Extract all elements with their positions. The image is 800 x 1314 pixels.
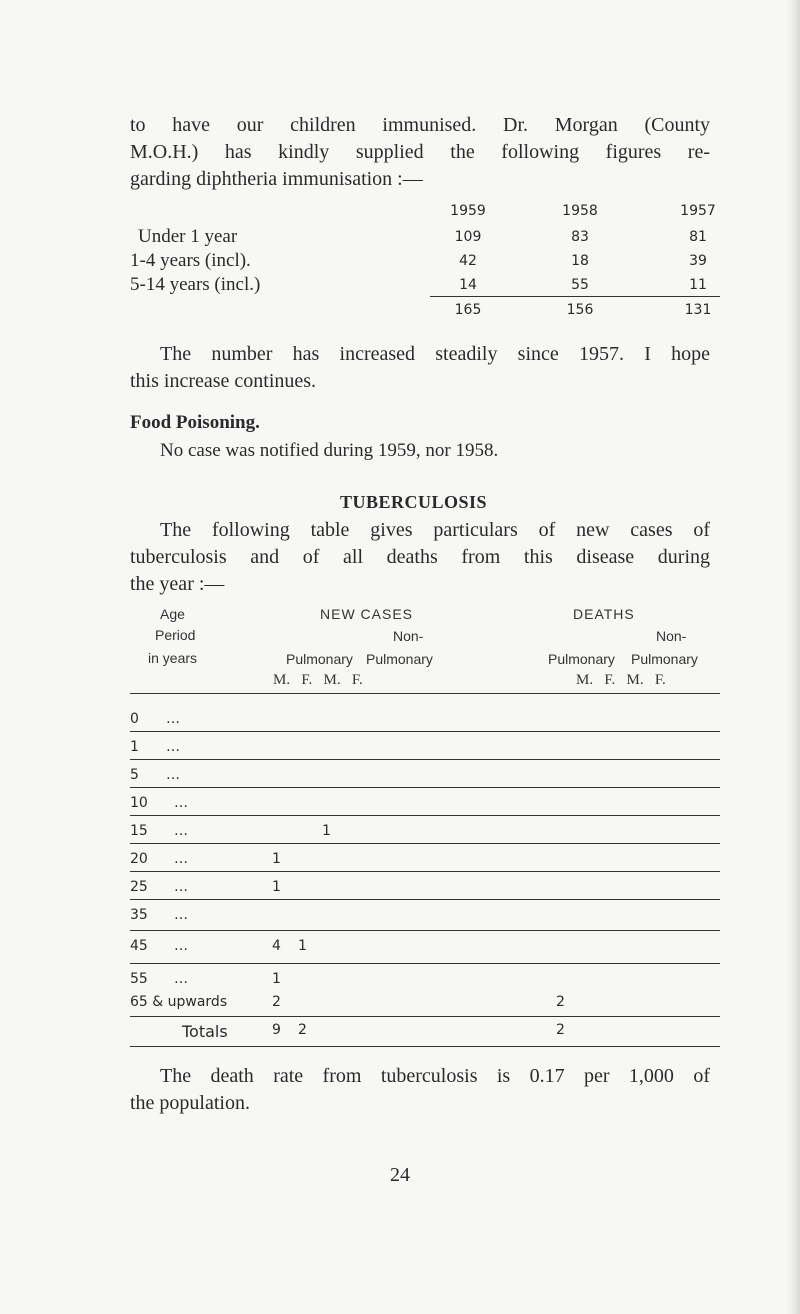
table-header-rule [130,693,720,694]
intro-line: M.O.H.) has kindly supplied the following figures re- [130,141,710,163]
age-period-cell: 5 [130,767,139,783]
age-group-label: 1-4 years (incl). [130,250,251,271]
new-cases-header: NEW CASES [320,606,414,622]
table-row-rule [130,871,720,872]
tuberculosis-intro [130,517,710,598]
pulmonary-header: Pulmonary [631,651,698,667]
page-edge-shadow [786,0,800,1314]
totals-label: Totals [182,1022,228,1041]
deaths-header: DEATHS [573,606,635,622]
leader-dots: … [174,971,189,987]
year-header: 1957 [680,203,716,219]
leader-dots: … [174,851,189,867]
pulmonary-header: Pulmonary [286,651,353,667]
age-header-line: Period [155,627,196,643]
age-period-cell: 15 [130,823,148,839]
immunisation-value: 42 [459,253,477,269]
immunisation-value: 11 [689,277,707,293]
remark-line: this increase continues. [130,370,317,392]
immunisation-value: 109 [454,229,482,245]
tuberculosis-intro-line: tuberculosis and of all deaths from this disease during [130,546,710,568]
tuberculosis-heading: TUBERCULOSIS [340,492,488,512]
table-row-rule [130,731,720,732]
table-row-rule [130,1016,720,1017]
leader-dots: … [174,907,189,923]
year-header: 1958 [562,203,598,219]
sex-header: M. F. M. F. [273,672,363,688]
sex-header: M. F. M. F. [576,672,666,688]
death-rate-line: The death rate from tuberculosis is 0.17 per 1,000 of [160,1065,710,1087]
totals-cell: 2 [556,1022,565,1038]
age-period-cell: 10 [130,795,148,811]
table-row-rule [130,899,720,900]
immunisation-value: 14 [459,277,477,293]
age-period-cell: 45 [130,938,148,954]
immunisation-total: 156 [566,302,594,318]
non-header: Non- [393,628,424,644]
food-poisoning-text: No case was notified during 1959, nor 1958. [160,440,499,461]
total-rule [430,296,720,297]
intro-line: garding diphtheria immunisation :— [130,168,423,190]
case-count-cell: 1 [322,823,331,839]
leader-dots: … [174,795,189,811]
case-count-cell: 2 [272,994,281,1010]
page-number: 24 [390,1164,410,1186]
case-count-cell: 1 [272,879,281,895]
case-count-cell: 1 [272,971,281,987]
case-count-cell: 1 [298,938,307,954]
age-period-cell: 35 [130,907,148,923]
totals-cell: 9 [272,1022,281,1038]
intro-line: to have our children immunised. Dr. Morgan (County [130,114,710,136]
immunisation-value: 81 [689,229,707,245]
totals-cell: 2 [298,1022,307,1038]
age-period-cell: 65 & upwards [130,994,228,1010]
table-row-rule [130,815,720,816]
case-count-cell: 1 [272,851,281,867]
age-period-cell: 1 [130,739,139,755]
leader-dots: … [166,711,181,727]
intro-paragraph [130,112,710,193]
immunisation-total: 165 [454,302,482,318]
remark-line: The number has increased steadily since 1957. I hope [160,343,710,365]
age-header-line: in years [148,650,198,666]
leader-dots: … [174,823,189,839]
immunisation-value: 18 [571,253,589,269]
table-bottom-rule [130,1046,720,1047]
tuberculosis-intro-line: the year :— [130,573,225,595]
leader-dots: … [174,879,189,895]
immunisation-value: 39 [689,253,707,269]
year-header: 1959 [450,203,486,219]
table-row-rule [130,843,720,844]
immunisation-value: 55 [571,277,589,293]
tuberculosis-intro-line: The following table gives particulars of new cases of [160,519,710,541]
leader-dots: … [174,938,189,954]
food-poisoning-heading: Food Poisoning. [130,412,260,433]
case-count-cell: 4 [272,938,281,954]
table-row-rule [130,930,720,931]
immunisation-value: 83 [571,229,589,245]
age-group-label: Under 1 year [138,226,238,247]
non-header: Non- [656,628,687,644]
pulmonary-header: Pulmonary [366,651,433,667]
table-row-rule [130,963,720,964]
immunisation-total: 131 [684,302,712,318]
leader-dots: … [166,739,181,755]
age-group-label: 5-14 years (incl.) [130,274,261,295]
age-header-line: Age [160,606,185,622]
case-count-cell: 2 [556,994,565,1010]
remark-paragraph [130,341,710,395]
table-row-rule [130,759,720,760]
age-period-cell: 25 [130,879,148,895]
pulmonary-header: Pulmonary [548,651,615,667]
death-rate-paragraph [130,1063,710,1117]
death-rate-line: the population. [130,1092,250,1114]
age-period-cell: 20 [130,851,148,867]
age-period-cell: 55 [130,971,148,987]
leader-dots: … [166,767,181,783]
table-row-rule [130,787,720,788]
age-period-cell: 0 [130,711,139,727]
